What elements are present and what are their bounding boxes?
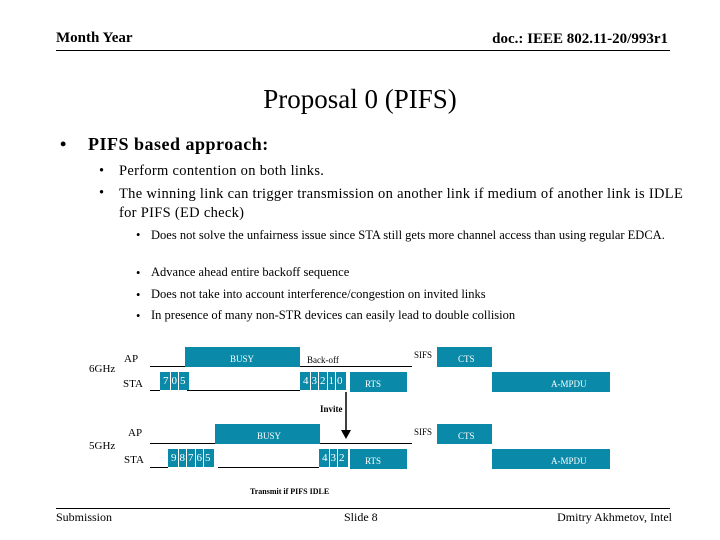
backoff-counter xyxy=(168,449,214,467)
bullet-sub: The winning link can trigger transmission on another link if medium of another link is IDLE for PIFS (ED check) xyxy=(119,186,684,221)
bullet-detail: Does not solve the unfairness issue since STA still gets more channel access than using regular EDCA. xyxy=(151,228,665,242)
sta-label: STA xyxy=(124,454,144,466)
counter-digit: 9 xyxy=(171,452,177,464)
header-rule xyxy=(56,50,670,51)
counter-digit: 7 xyxy=(186,449,195,467)
counter-digit: 6 xyxy=(195,449,204,467)
ampdu-label: A-MPDU xyxy=(551,379,587,389)
bullet-sub: Perform contention on both links. xyxy=(119,163,325,179)
transmit-label: Transmit if PIFS IDLE xyxy=(250,487,330,496)
bullet-marker: • xyxy=(136,288,141,302)
counter-digit: 0 xyxy=(170,372,179,390)
timeline xyxy=(150,390,160,391)
footer-center: Slide 8 xyxy=(344,510,378,524)
sta-label: STA xyxy=(123,378,143,390)
busy-label: BUSY xyxy=(230,354,255,364)
bullet-marker: • xyxy=(136,228,141,242)
busy-label: BUSY xyxy=(257,431,282,441)
backoff-counter xyxy=(160,372,189,390)
header-left: Month Year xyxy=(56,30,133,46)
bullet-marker: • xyxy=(99,163,105,179)
backoff-label: Back-off xyxy=(307,355,339,365)
counter-digit: 5 xyxy=(178,372,187,390)
bullet-marker: • xyxy=(136,266,141,280)
band-5ghz-label: 5GHz xyxy=(89,440,116,452)
counter-digit: 1 xyxy=(327,372,336,390)
bullet-marker: • xyxy=(60,134,67,154)
footer-rule xyxy=(56,508,670,509)
timeline xyxy=(218,467,319,468)
sifs-label: SIFS xyxy=(414,350,433,360)
header-right: doc.: IEEE 802.11-20/993r1 xyxy=(492,31,668,47)
counter-digit: 4 xyxy=(303,375,309,387)
cts-label: CTS xyxy=(458,354,475,364)
counter-digit: 7 xyxy=(163,375,169,387)
bullet-detail: In presence of many non-STR devices can easily lead to double collision xyxy=(151,308,516,322)
ap-label: AP xyxy=(128,427,143,439)
timeline xyxy=(300,366,412,367)
bullet-main: PIFS based approach: xyxy=(88,134,269,154)
backoff-counter xyxy=(319,449,348,467)
timeline xyxy=(150,467,168,468)
backoff-counter xyxy=(300,372,346,390)
counter-digit: 0 xyxy=(335,372,344,390)
timeline xyxy=(320,443,412,444)
bullet-marker: • xyxy=(99,185,105,201)
timeline xyxy=(150,443,215,444)
bullet-marker: • xyxy=(136,309,141,323)
timeline xyxy=(187,390,300,391)
counter-digit: 8 xyxy=(178,449,187,467)
ap-label: AP xyxy=(124,353,139,365)
cts-label: CTS xyxy=(458,431,475,441)
footer-right: Dmitry Akhmetov, Intel xyxy=(557,510,672,524)
sifs-label: SIFS xyxy=(414,427,433,437)
rts-label: RTS xyxy=(365,456,381,466)
timeline xyxy=(150,366,185,367)
invite-label: Invite xyxy=(320,404,343,414)
counter-digit: 5 xyxy=(203,449,212,467)
counter-digit: 2 xyxy=(337,449,346,467)
page-title: Proposal 0 (PIFS) xyxy=(263,84,457,114)
ampdu-label: A-MPDU xyxy=(551,456,587,466)
rts-label: RTS xyxy=(365,379,381,389)
counter-digit: 2 xyxy=(318,372,327,390)
bullet-detail: Advance ahead entire backoff sequence xyxy=(151,265,350,279)
invite-arrow xyxy=(340,392,352,440)
counter-digit: 3 xyxy=(310,372,319,390)
band-6ghz-label: 6GHz xyxy=(89,363,116,375)
counter-digit: 3 xyxy=(329,449,338,467)
counter-digit: 4 xyxy=(322,452,328,464)
footer-left: Submission xyxy=(56,510,113,524)
bullet-detail: Does not take into account interference/congestion on invited links xyxy=(151,287,486,301)
